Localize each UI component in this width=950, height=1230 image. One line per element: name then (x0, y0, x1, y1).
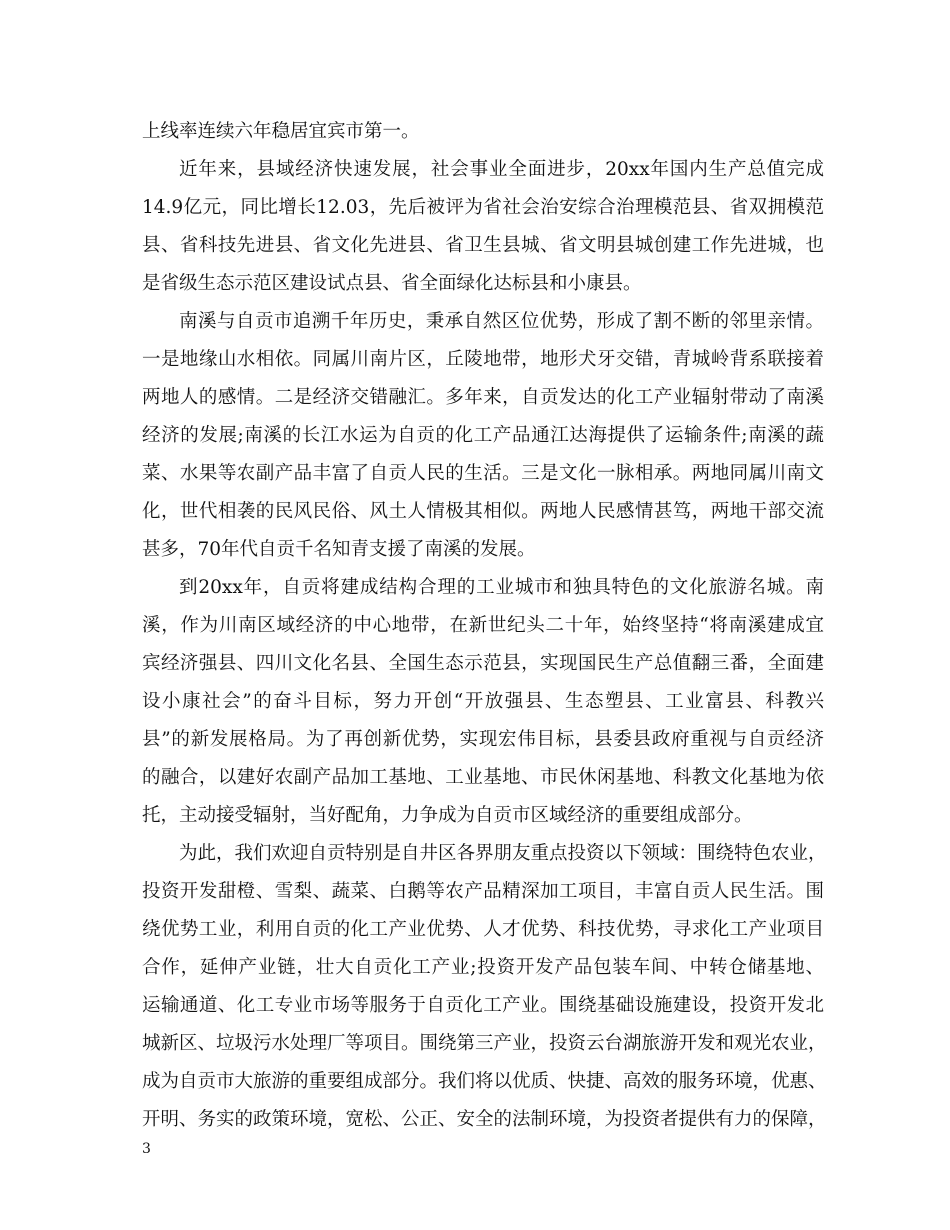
page-number: 3 (142, 1141, 151, 1157)
text-line: 托，主动接受辐射，当好配角，力争成为自贡市区域经济的重要组成部分。 (142, 805, 753, 826)
text-line: 县”的新发展格局。为了再创新优势，实现宏伟目标，县委县政府重视与自贡经济 (142, 729, 824, 750)
text-line: 合作，延伸产业链，壮大自贡化工产业;投资开发产品包装车间、中转仓储基地、 (142, 957, 824, 978)
text-line: 甚多，70年代自贡千名知青支援了南溪的发展。 (142, 539, 536, 560)
text-line: 上线率连续六年稳居宜宾市第一。 (142, 121, 420, 142)
text-line: 南溪与自贡市追溯千年历史，秉承自然区位优势，形成了割不断的邻里亲情。 (179, 311, 824, 332)
text-line: 宾经济强县、四川文化名县、全国生态示范县，实现国民生产总值翻三番，全面建 (142, 653, 824, 674)
text-line: 县、省科技先进县、省文化先进县、省卫生县城、省文明县城创建工作先进城，也 (142, 235, 824, 256)
text-line: 化，世代相袭的民风民俗、风土人情极其相似。两地人民感情甚笃，两地干部交流 (142, 501, 824, 522)
text-line: 城新区、垃圾污水处理厂等项目。围绕第三产业，投资云台湖旅游开发和观光农业， (142, 1033, 827, 1054)
text-line: 开明、务实的政策环境，宽松、公正、安全的法制环境，为投资者提供有力的保障， (142, 1109, 827, 1130)
text-line: 成为自贡市大旅游的重要组成部分。我们将以优质、快捷、高效的服务环境，优惠、 (142, 1071, 827, 1092)
body-text (142, 113, 827, 1139)
text-line: 溪，作为川南区域经济的中心地带，在新世纪头二十年，始终坚持“将南溪建成宜 (142, 615, 824, 636)
text-line: 为此，我们欢迎自贡特别是自井区各界朋友重点投资以下领域：围绕特色农业， (179, 843, 827, 864)
text-line: 经济的发展;南溪的长江水运为自贡的化工产品通江达海提供了运输条件;南溪的蔬 (142, 425, 824, 446)
text-line: 设小康社会”的奋斗目标，努力开创“开放强县、生态塑县、工业富县、科教兴 (142, 691, 824, 712)
text-line: 运输通道、化工专业市场等服务于自贡化工产业。围绕基础设施建设，投资开发北 (142, 995, 824, 1016)
text-line: 的融合，以建好农副产品加工基地、工业基地、市民休闲基地、科教文化基地为依 (142, 767, 824, 788)
text-line: 近年来，县域经济快速发展，社会事业全面进步，20xx年国内生产总值完成 (179, 159, 824, 180)
text-line: 投资开发甜橙、雪梨、蔬菜、白鹅等农产品精深加工项目，丰富自贡人民生活。围 (142, 881, 824, 902)
text-line: 14.9亿元，同比增长12.03，先后被评为省社会治安综合治理模范县、省双拥模范 (142, 197, 824, 218)
text-line: 到20xx年，自贡将建成结构合理的工业城市和独具特色的文化旅游名城。南 (179, 577, 824, 598)
text-line: 是省级生态示范区建设试点县、省全面绿化达标县和小康县。 (142, 273, 642, 294)
text-line: 绕优势工业，利用自贡的化工产业优势、人才优势、科技优势，寻求化工产业项目 (142, 919, 824, 940)
text-line: 两地人的感情。二是经济交错融汇。多年来，自贡发达的化工产业辐射带动了南溪 (142, 387, 824, 408)
text-line: 菜、水果等农副产品丰富了自贡人民的生活。三是文化一脉相承。两地同属川南文 (142, 463, 824, 484)
text-line: 一是地缘山水相依。同属川南片区，丘陵地带，地形犬牙交错，青城岭背系联接着 (142, 349, 824, 370)
